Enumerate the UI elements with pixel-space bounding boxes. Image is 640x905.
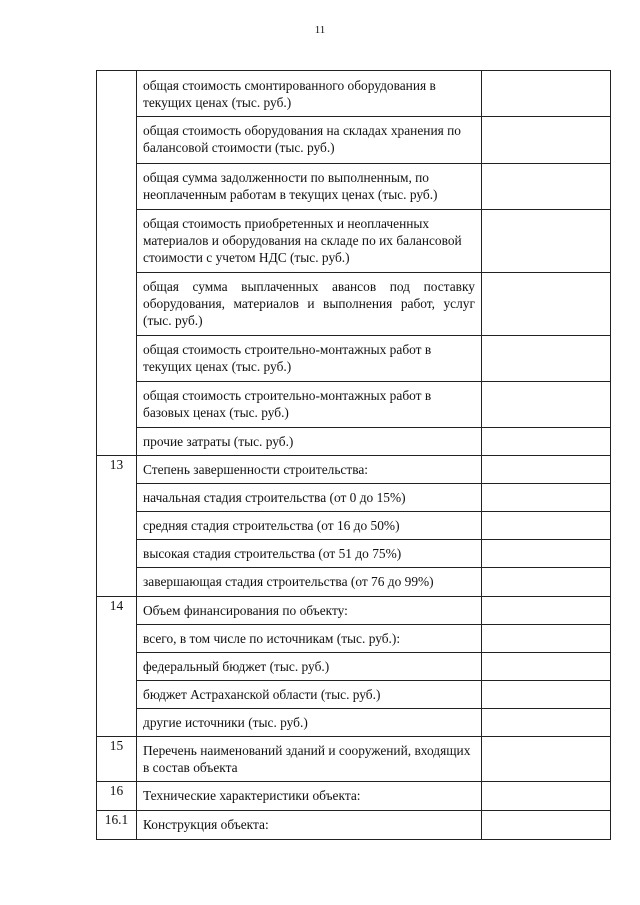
value-cell[interactable] <box>482 681 611 709</box>
table-row <box>97 737 611 782</box>
row-label: Перечень наименований зданий и сооружений, входящих в состав объекта <box>137 737 482 782</box>
row-number-cell: 16.1 <box>97 811 137 840</box>
table-row <box>97 336 611 382</box>
row-label: бюджет Астраханской области (тыс. руб.) <box>137 681 482 709</box>
table-row <box>97 164 611 210</box>
row-label: высокая стадия строительства (от 51 до 75%) <box>137 540 482 568</box>
row-label: завершающая стадия строительства (от 76 до 99%) <box>137 568 482 597</box>
row-label: общая стоимость смонтированного оборудования в текущих ценах (тыс. руб.) <box>137 71 482 117</box>
row-label: прочие затраты (тыс. руб.) <box>137 428 482 456</box>
table-row <box>97 210 611 273</box>
row-label: общая сумма выплаченных авансов под поставку оборудования, материалов и выполнения работ, услуг (тыс. руб.) <box>137 273 482 336</box>
value-cell[interactable] <box>482 273 611 336</box>
row-label: общая сумма задолженности по выполненным, по неоплаченным работам в текущих ценах (тыс. руб.) <box>137 164 482 210</box>
row-label: Технические характеристики объекта: <box>137 782 482 811</box>
row-number-cell: 16 <box>97 782 137 811</box>
value-cell[interactable] <box>482 653 611 681</box>
value-cell[interactable] <box>482 117 611 164</box>
value-cell[interactable] <box>482 625 611 653</box>
form-table <box>96 70 611 840</box>
value-cell[interactable] <box>482 737 611 782</box>
value-cell[interactable] <box>482 210 611 273</box>
table-row <box>97 811 611 840</box>
row-number-cell: 15 <box>97 737 137 782</box>
row-label: средняя стадия строительства (от 16 до 50%) <box>137 512 482 540</box>
row-label: общая стоимость оборудования на складах хранения по балансовой стоимости (тыс. руб.) <box>137 117 482 164</box>
value-cell[interactable] <box>482 428 611 456</box>
value-cell[interactable] <box>482 164 611 210</box>
table-row <box>97 117 611 164</box>
row-label: Объем финансирования по объекту: <box>137 597 482 625</box>
table-row <box>97 71 611 117</box>
table-row <box>97 709 611 737</box>
table-row <box>97 568 611 597</box>
value-cell[interactable] <box>482 811 611 840</box>
table-row <box>97 428 611 456</box>
row-label: общая стоимость приобретенных и неоплаченных материалов и оборудования на складе по их балансовой стоимости с учетом НДС (тыс. руб.) <box>137 210 482 273</box>
row-label: Конструкция объекта: <box>137 811 482 840</box>
value-cell[interactable] <box>482 456 611 484</box>
row-number-cell <box>97 71 137 456</box>
table-row <box>97 512 611 540</box>
row-label: Степень завершенности строительства: <box>137 456 482 484</box>
row-number-cell: 14 <box>97 597 137 737</box>
value-cell[interactable] <box>482 709 611 737</box>
row-label: федеральный бюджет (тыс. руб.) <box>137 653 482 681</box>
page-number: 11 <box>314 24 326 36</box>
value-cell[interactable] <box>482 382 611 428</box>
table-row <box>97 625 611 653</box>
value-cell[interactable] <box>482 484 611 512</box>
row-label: другие источники (тыс. руб.) <box>137 709 482 737</box>
row-label: общая стоимость строительно-монтажных работ в базовых ценах (тыс. руб.) <box>137 382 482 428</box>
table-row <box>97 456 611 484</box>
row-label: начальная стадия строительства (от 0 до 15%) <box>137 484 482 512</box>
row-number-cell: 13 <box>97 456 137 597</box>
table-row <box>97 484 611 512</box>
value-cell[interactable] <box>482 512 611 540</box>
value-cell[interactable] <box>482 71 611 117</box>
row-label: всего, в том числе по источникам (тыс. руб.): <box>137 625 482 653</box>
table-row <box>97 782 611 811</box>
table-row <box>97 653 611 681</box>
table-row <box>97 540 611 568</box>
table-row <box>97 382 611 428</box>
table-row <box>97 273 611 336</box>
value-cell[interactable] <box>482 568 611 597</box>
value-cell[interactable] <box>482 336 611 382</box>
value-cell[interactable] <box>482 597 611 625</box>
row-label: общая стоимость строительно-монтажных работ в текущих ценах (тыс. руб.) <box>137 336 482 382</box>
value-cell[interactable] <box>482 540 611 568</box>
table-row <box>97 681 611 709</box>
value-cell[interactable] <box>482 782 611 811</box>
table-row <box>97 597 611 625</box>
